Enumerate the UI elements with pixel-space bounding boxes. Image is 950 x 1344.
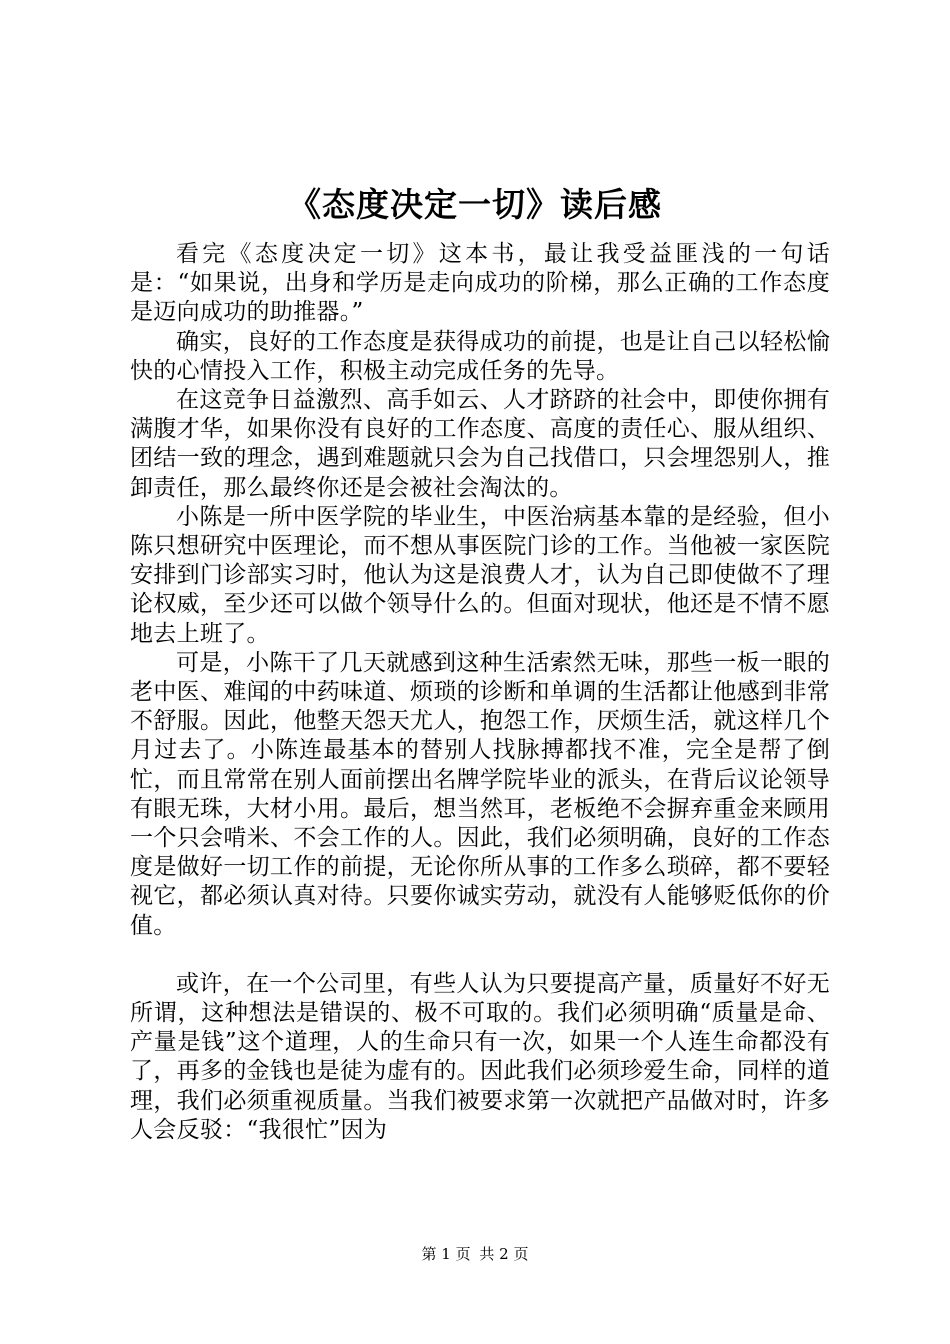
paragraph-2: 确实，良好的工作态度是获得成功的前提，也是让自己以轻松愉快的心情投入工作，积极主动完成任务的先导。 [130,328,830,384]
paragraph-3: 在这竞争日益激烈、高手如云、人才跻跻的社会中，即使你拥有满腹才华，如果你没有良好的工作态度、高度的责任心、服从组织、团结一致的理念，遇到难题就只会为自己找借口，只会埋怨别人，推卸责任，那么最终你还是会被社会淘汰的。 [130,387,830,501]
paragraph-1: 看完《态度决定一切》这本书，最让我受益匪浅的一句话是：“如果说，出身和学历是走向成功的阶梯，那么正确的工作态度是迈向成功的助推器。” [130,241,830,326]
paragraph-4: 小陈是一所中医学院的毕业生，中医治病基本靠的是经验，但小陈只想研究中医理论，而不想从事医院门诊的工作。当他被一家医院安排到门诊部实习时，他认为这是浪费人才，认为自己即使做不了理论权威，至少还可以做个领导什么的。但面对现状，他还是不情不愿地去上班了。 [130,503,830,647]
paragraph-6: 或许，在一个公司里，有些人认为只要提高产量，质量好不好无所谓，这种想法是错误的、极不可取的。我们必须明确“质量是命、产量是钱”这个道理，人的生命只有一次，如果一个人连生命都没有了，再多的金钱也是徒为虚有的。因此我们必须珍爱生命，同样的道理，我们必须重视质量。当我们被要求第一次就把产品做对时，许多人会反驳：“我很忙”因为 [130,970,830,1143]
page-total: 共 2 页 [479,1245,529,1263]
document-body [130,240,830,1145]
page-footer [0,1244,950,1264]
page-number: 第 1 页 [421,1245,471,1263]
paragraph-5: 可是，小陈干了几天就感到这种生活索然无味，那些一板一眼的老中医、难闻的中药味道、烦琐的诊断和单调的生活都让他感到非常不舒服。因此，他整天怨天尤人，抱怨工作，厌烦生活，就这样几个月过去了。小陈连最基本的替别人找脉搏都找不准，完全是帮了倒忙，而且常常在别人面前摆出名牌学院毕业的派头，在背后议论领导有眼无珠，大材小用。最后，想当然耳，老板绝不会摒弃重金来顾用一个只会啃米、不会工作的人。因此，我们必须明确，良好的工作态度是做好一切工作的前提，无论你所从事的工作多么琐碎，都不要轻视它，都必须认真对待。只要你诚实劳动，就没有人能够贬低你的价值。 [130,649,830,939]
document-title: 《态度决定一切》读后感 [288,185,662,224]
